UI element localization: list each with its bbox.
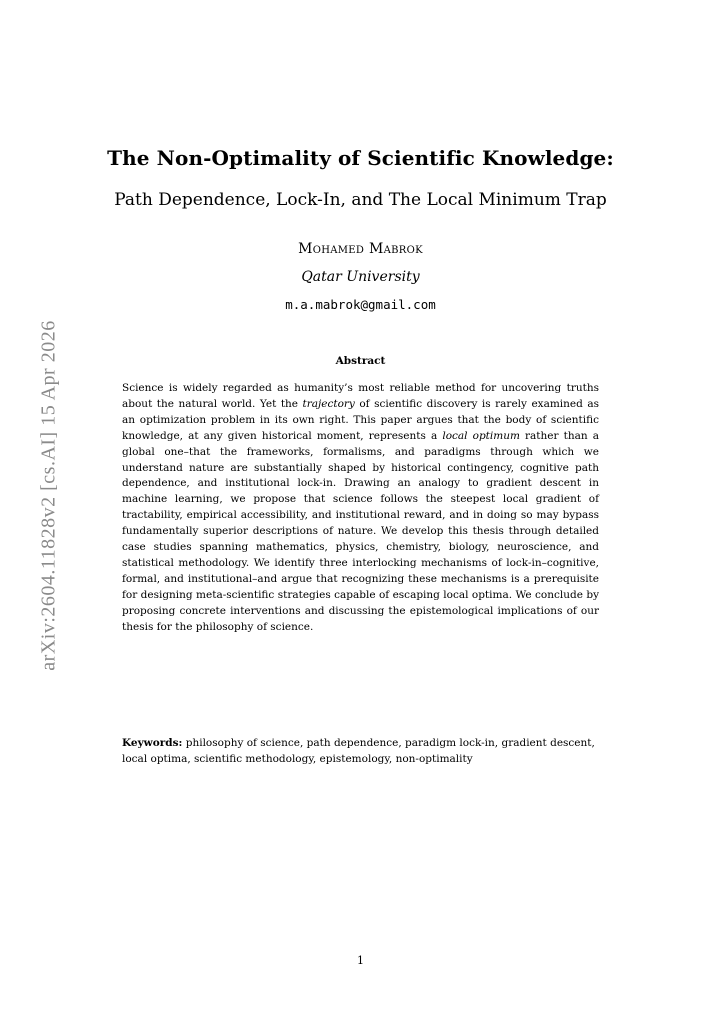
arxiv-identifier: arXiv:2604.11828v2 [cs.AI] 15 Apr 2026 [37, 319, 60, 671]
author-affiliation: Qatar University [301, 269, 420, 285]
abstract-emphasis-trajectory: trajectory [302, 397, 355, 410]
page-number: 1 [357, 954, 364, 967]
abstract-heading: Abstract [335, 355, 386, 367]
keywords-list: philosophy of science, path dependence, paradigm lock-in, gradient descent, local optima, scientific methodology, epistemology, non-optimality [122, 737, 595, 765]
author-name: Mohamed Mabrok [298, 241, 423, 257]
keywords-label: Keywords: [122, 737, 183, 749]
author-email: m.a.mabrok@gmail.com [285, 297, 436, 312]
abstract-text-3: rather than a global one–that the frameworks, formalisms, and paradigms through which we understand nature are substantially shaped by historical contingency, cognitive path dependence, and institutional lock-in. Drawing an analogy to gradient descent in machine learning, we propose that science follows the steepest local gradient of tractability, empirical accessibility, and institutional reward, and in doing so may bypass fundamentally superior descriptions of nature. We develop this thesis through detailed case studies spanning mathematics, physics, chemistry, biology, neuroscience, and statistical methodology. We identify three interlocking mechanisms of lock-in–cognitive, formal, and institutional–and argue that recognizing these mechanisms is a prerequisite for designing meta-scientific strategies capable of escaping local optima. We conclude by proposing concrete interventions and discussing the epistemological implications of our thesis for the philosophy of science. [122, 429, 599, 633]
keywords-section [122, 736, 599, 768]
abstract-body [122, 381, 599, 636]
abstract-text-2: of scientific discovery is rarely examined as an optimization problem in its own right. This paper argues that the body of scientific knowledge, at any given historical moment, represents a [122, 397, 599, 442]
paper-subtitle: Path Dependence, Lock-In, and The Local Minimum Trap [114, 190, 607, 210]
abstract-text-1: Science is widely regarded as humanity’s most reliable method for uncovering truths about the natural world. Yet the [122, 382, 599, 410]
abstract-emphasis-local-optimum: local optimum [442, 429, 520, 442]
paper-title: The Non-Optimality of Scientific Knowledge: [107, 146, 614, 170]
abstract-paragraph [122, 381, 599, 636]
